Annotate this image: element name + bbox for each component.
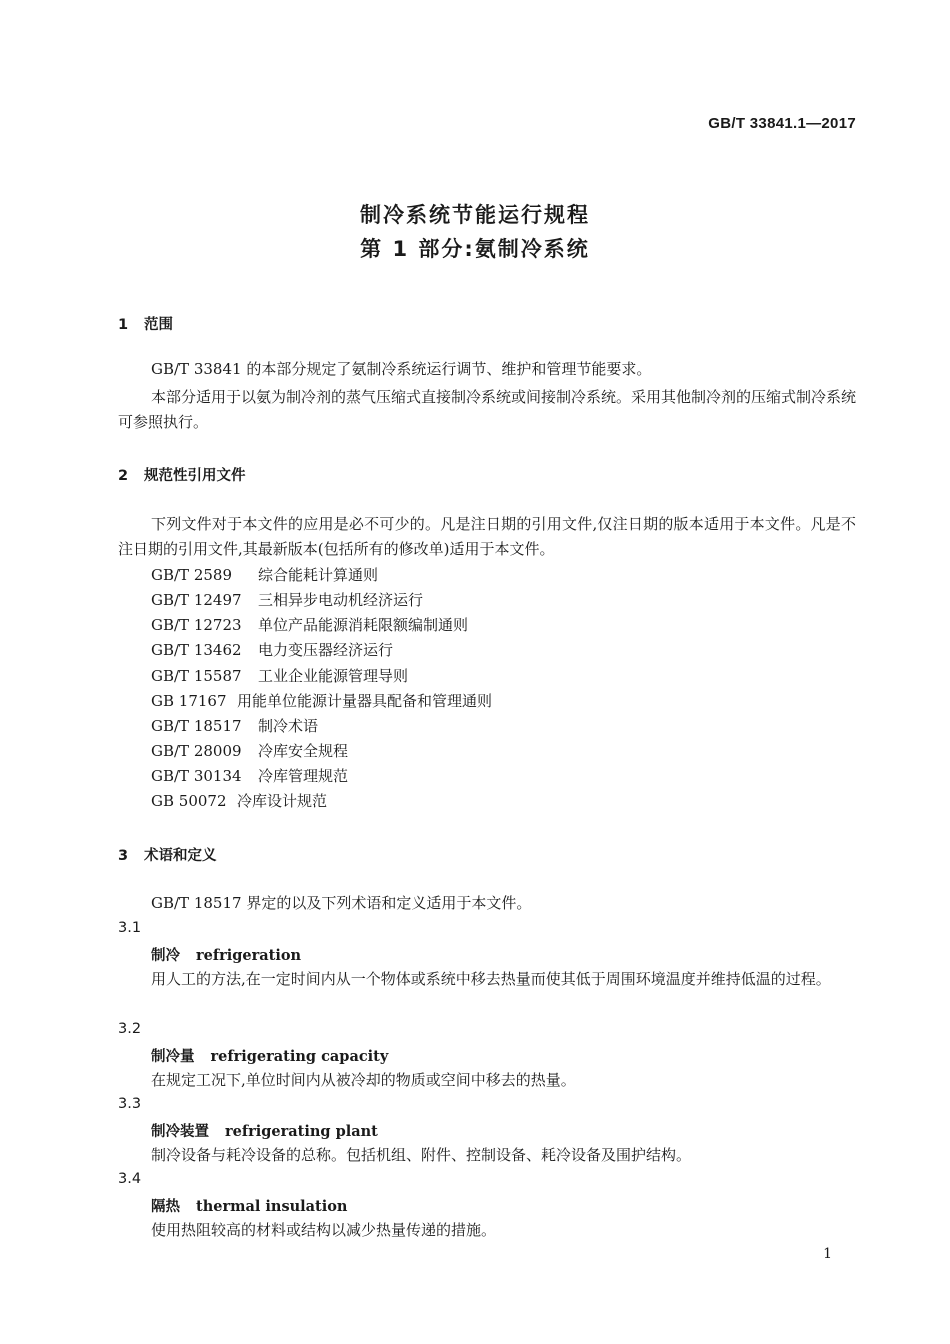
term-definition: 在规定工况下,单位时间内从被冷却的物质或空间中移去的热量。: [151, 1071, 576, 1089]
reference-code: GB/T 2589: [151, 566, 233, 584]
reference-title: 综合能耗计算通则: [258, 566, 379, 584]
section-title: 范围: [144, 317, 173, 333]
clause-number: 3.4: [118, 1171, 142, 1187]
reference-code: GB/T 13462: [151, 641, 242, 659]
reference-code: GB/T 28009: [151, 742, 242, 760]
reference-code: GB/T 15587: [151, 667, 242, 685]
term-chinese: 制冷: [151, 948, 180, 964]
section-number: 2: [118, 468, 129, 484]
term-chinese: 制冷装置: [151, 1124, 209, 1140]
clause-number: 3.3: [118, 1096, 142, 1112]
reference-code: GB 50072: [151, 792, 227, 810]
term-definition: 制冷设备与耗冷设备的总称。包括机组、附件、控制设备、耗冷设备及围护结构。: [151, 1146, 692, 1164]
document-subtitle: 第 1 部分:氨制冷系统: [360, 237, 590, 261]
standard-number: GB/T 33841.1—2017: [708, 115, 856, 132]
term-entry: [151, 944, 301, 965]
reference-item: [151, 714, 318, 739]
clause-number: 3.1: [118, 920, 142, 936]
section-heading-normative-references: [118, 464, 246, 485]
term-english: refrigerating capacity: [210, 1048, 389, 1065]
section-number: 3: [118, 848, 129, 864]
reference-item: [151, 689, 492, 714]
term-english: thermal insulation: [196, 1198, 348, 1215]
reference-item: [151, 588, 423, 613]
reference-item: [151, 613, 468, 638]
term-chinese: 制冷量: [151, 1049, 195, 1065]
reference-item: [151, 563, 378, 588]
term-entry: [151, 1045, 388, 1066]
term-chinese: 隔热: [151, 1199, 180, 1215]
reference-item: [151, 664, 408, 689]
reference-title: 制冷术语: [258, 717, 319, 735]
reference-title: 工业企业能源管理导则: [258, 667, 409, 685]
terms-intro: GB/T 18517 界定的以及下列术语和定义适用于本文件。: [151, 894, 532, 912]
section-title: 术语和定义: [144, 848, 217, 864]
section-heading-terms-definitions: [118, 844, 217, 865]
reference-code: GB/T 12723: [151, 616, 242, 634]
section-number: 1: [118, 317, 129, 333]
scope-paragraph-1: GB/T 33841 的本部分规定了氨制冷系统运行调节、维护和管理节能要求。: [151, 360, 652, 378]
scope-paragraph-2: 本部分适用于以氨为制冷剂的蒸气压缩式直接制冷系统或间接制冷系统。采用其他制冷剂的压缩式制冷系统可参照执行。: [118, 388, 857, 431]
term-definition: 使用热阻较高的材料或结构以减少热量传递的措施。: [151, 1221, 497, 1239]
reference-title: 冷库管理规范: [258, 767, 349, 785]
section-heading-scope: [118, 313, 173, 334]
reference-item: [151, 789, 327, 814]
term-entry: [151, 1120, 378, 1141]
document-title: 制冷系统节能运行规程: [360, 203, 590, 227]
reference-code: GB/T 18517: [151, 717, 242, 735]
reference-title: 三相异步电动机经济运行: [258, 591, 424, 609]
term-definition: 用人工的方法,在一定时间内从一个物体或系统中移去热量而使其低于周围环境温度并维持低温的过程。: [151, 970, 831, 988]
reference-title: 电力变压器经济运行: [258, 641, 394, 659]
reference-title: 冷库安全规程: [258, 742, 349, 760]
reference-item: [151, 764, 348, 789]
reference-code: GB/T 12497: [151, 591, 242, 609]
term-entry: [151, 1195, 347, 1216]
reference-item: [151, 739, 348, 764]
reference-code: GB/T 30134: [151, 767, 242, 785]
page-number: 1: [823, 1246, 832, 1262]
reference-code: GB 17167: [151, 692, 227, 710]
clause-number: 3.2: [118, 1021, 142, 1037]
reference-title: 冷库设计规范: [237, 792, 328, 810]
reference-title: 用能单位能源计量器具配备和管理通则: [237, 692, 493, 710]
reference-item: [151, 638, 393, 663]
section-title: 规范性引用文件: [144, 468, 246, 484]
term-english: refrigerating plant: [225, 1123, 378, 1140]
term-english: refrigeration: [196, 947, 302, 964]
references-intro: 下列文件对于本文件的应用是必不可少的。凡是注日期的引用文件,仅注日期的版本适用于本文件。凡是不注日期的引用文件,其最新版本(包括所有的修改单)适用于本文件。: [118, 515, 856, 558]
reference-title: 单位产品能源消耗限额编制通则: [258, 616, 469, 634]
